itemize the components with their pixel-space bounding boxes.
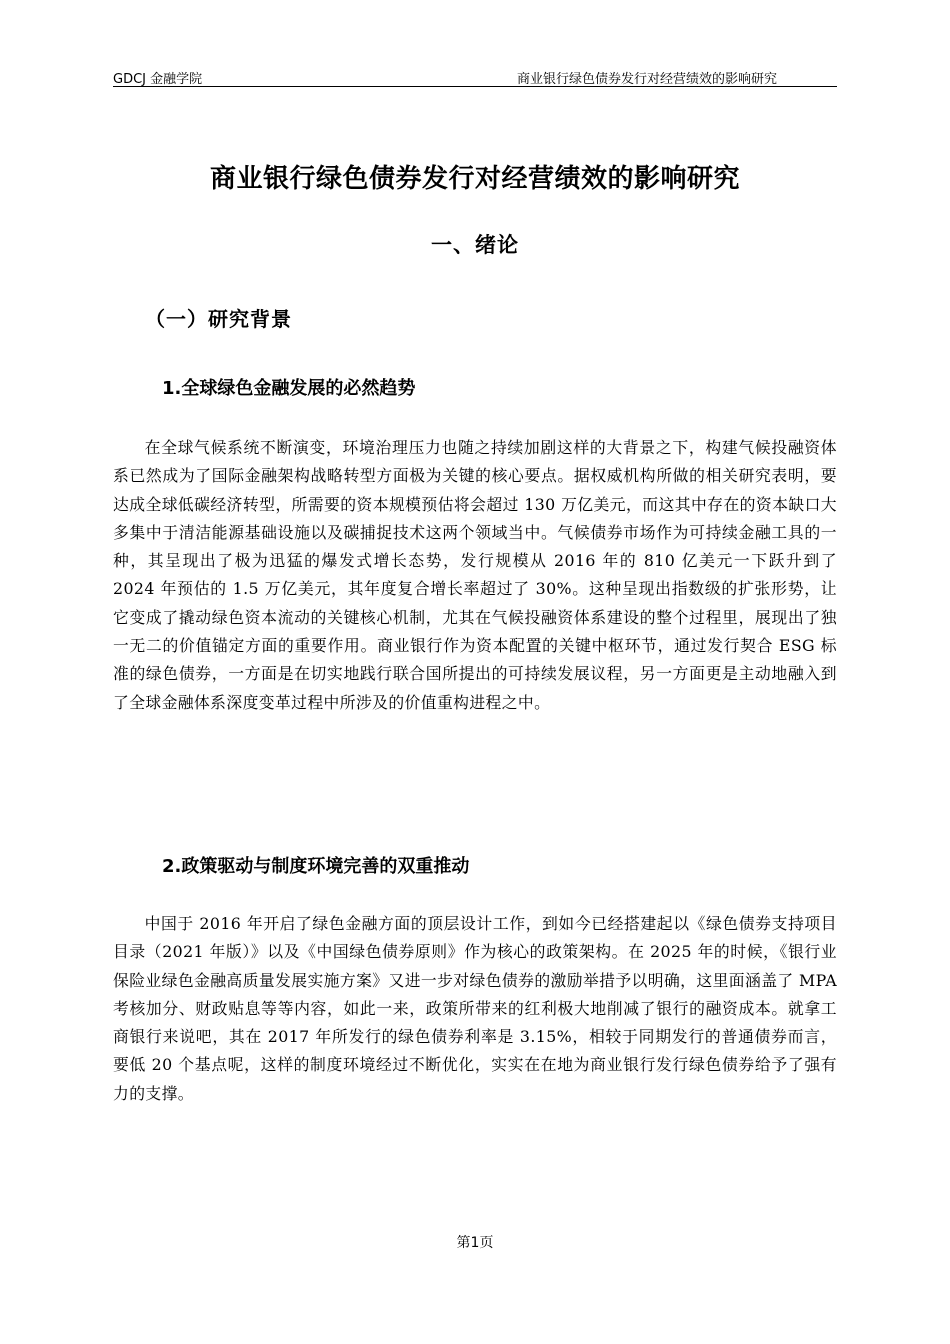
header-institution: GDCJ 金融学院 — [113, 72, 203, 87]
body-paragraph-2: 中国于 2016 年开启了绿色金融方面的顶层设计工作，到如今已经搭建起以《绿色债券支持项目目录（2021 年版）》以及《中国绿色债券原则》作为核心的政策架构。在 2025 年的时候，《银行业保险业绿色金融高质量发展实施方案》又进一步对绿色债券的激励举措予以明确，这里面涵盖了 MPA 考核加分、财政贴息等等内容，如此一来，政策所带来的红利极大地削减了银行的融资成本。就拿工商银行来说吧，其在 2017 年所发行的绿色债券利率是 3.15%，相较于同期发行的普通债券而言，要低 20 个基点呢，这样的制度环境经过不断优化，实实在在地为商业银行发行绿色债券给予了强有力的支撑。 — [113, 914, 837, 1103]
header-running-title: 商业银行绿色债券发行对经营绩效的影响研究 — [516, 72, 777, 87]
document-title: 商业银行绿色债券发行对经营绩效的影响研究 — [209, 164, 740, 194]
page-header — [113, 68, 837, 87]
page-number: 第1页 — [456, 1235, 494, 1251]
chapter-heading: 一、绪论 — [431, 233, 519, 257]
section-heading: （一）研究背景 — [145, 307, 292, 331]
subsection-heading-2: 2.政策驱动与制度环境完善的双重推动 — [162, 856, 470, 877]
subsection-heading-1: 1.全球绿色金融发展的必然趋势 — [162, 378, 416, 399]
body-paragraph-1: 在全球气候系统不断演变，环境治理压力也随之持续加剧这样的大背景之下，构建气候投融资体系已然成为了国际金融架构战略转型方面极为关键的核心要点。据权威机构所做的相关研究表明，要达成全球低碳经济转型，所需要的资本规模预估将会超过 130 万亿美元，而这其中存在的资本缺口大多集中于清洁能源基础设施以及碳捕捉技术这两个领域当中。气候债券市场作为可持续金融工具的一种，其呈现出了极为迅猛的爆发式增长态势，发行规模从 2016 年的 810 亿美元一下跃升到了 2024 年预估的 1.5 万亿美元，其年度复合增长率超过了 30%。这种呈现出指数级的扩张形势，让它变成了撬动绿色资本流动的关键核心机制，尤其在气候投融资体系建设的整个过程里，展现出了独一无二的价值锚定方面的重要作用。商业银行作为资本配置的关键中枢环节，通过发行契合 ESG 标准的绿色债券，一方面是在切实地践行联合国所提出的可持续发展议程，另一方面更是主动地融入到了全球金融体系深度变革过程中所涉及的价值重构进程之中。 — [113, 438, 837, 712]
